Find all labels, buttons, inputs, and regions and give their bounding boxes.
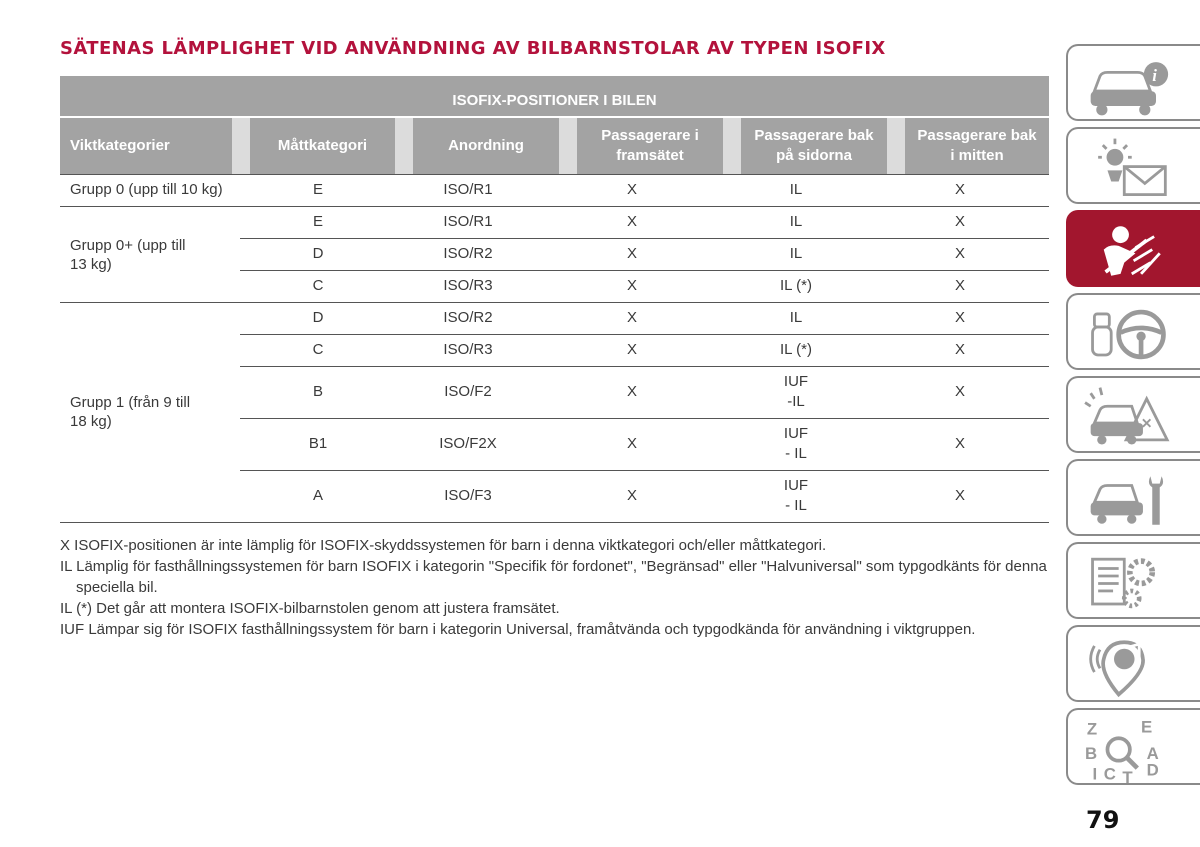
svg-text:i: i	[1152, 65, 1157, 85]
cell-anordning: ISO/F2X	[439, 435, 497, 452]
svg-text:A: A	[1146, 743, 1159, 763]
header-label: Viktkategorier	[70, 137, 170, 154]
cell-front: X	[626, 487, 637, 504]
table-row	[60, 418, 1049, 470]
cell-rear-middle: X	[954, 277, 965, 294]
table-header-row	[60, 116, 1049, 174]
cell-rear-middle: X	[954, 309, 965, 326]
note-x: X ISOFIX-positionen är inte lämplig för ISOFIX-skyddssystemen för barn i denna viktkategori och/eller måttkategori.	[60, 537, 827, 554]
group-label: Grupp 0+ (upp till 13 kg)	[70, 237, 186, 273]
header-divider	[559, 118, 577, 174]
group-label: Grupp 0 (upp till 10 kg)	[70, 181, 223, 198]
chapter-tab-car-breakdown[interactable]	[1066, 376, 1200, 453]
table-rule	[60, 206, 1049, 207]
cell-front: X	[626, 245, 637, 262]
table-rule	[240, 334, 1049, 335]
cell-rear-sides: IL	[789, 245, 803, 262]
cell-rear-middle: X	[954, 383, 965, 400]
cell-anordning: ISO/R1	[443, 181, 493, 198]
page-number: 79	[1086, 806, 1120, 834]
table-body	[60, 174, 1049, 524]
header-label: Anordning	[448, 137, 524, 154]
cell-mattkategori: C	[312, 341, 324, 358]
note-iuf: IUF Lämpar sig för ISOFIX fasthållningssystem för barn i kategorin Universal, framåtvända och typgodkända för användning i viktgruppen.	[60, 621, 976, 638]
chapter-tab-car-info[interactable]	[1066, 44, 1200, 121]
header-divider	[232, 118, 250, 174]
cell-rear-middle: X	[954, 435, 965, 452]
cell-anordning: ISO/R2	[443, 309, 493, 326]
multimedia-icon	[1078, 631, 1178, 701]
table-rule	[240, 238, 1049, 239]
cell-mattkategori: B	[312, 383, 323, 400]
cell-mattkategori: E	[312, 213, 323, 230]
table-row	[60, 206, 1049, 238]
header-divider	[723, 118, 741, 174]
header-anordning	[413, 118, 559, 174]
cell-mattkategori: A	[312, 487, 323, 504]
chapter-tab-key-steering-wheel[interactable]	[1066, 293, 1200, 370]
page-title: SÄTENAS LÄMPLIGHET VID ANVÄNDNING AV BILBARNSTOLAR AV TYPEN ISOFIX	[60, 38, 886, 59]
table-row	[60, 366, 1049, 418]
cell-rear-middle: X	[954, 181, 965, 198]
cell-rear-sides: IL (*)	[780, 341, 812, 358]
chapter-tab-technical-data[interactable]	[1066, 542, 1200, 619]
car-info-icon	[1078, 50, 1178, 120]
header-front-passenger	[577, 118, 723, 174]
header-divider	[395, 118, 413, 174]
cell-mattkategori: E	[312, 181, 323, 198]
cell-front: X	[626, 309, 637, 326]
car-breakdown-icon	[1078, 382, 1178, 452]
chapter-tab-car-maintenance[interactable]	[1066, 459, 1200, 536]
group-label: Grupp 1 (från 9 till 18 kg)	[70, 394, 191, 430]
cell-mattkategori: D	[312, 309, 324, 326]
key-steering-wheel-icon	[1078, 299, 1178, 369]
svg-text:T: T	[1122, 768, 1133, 784]
cell-mattkategori: D	[312, 245, 324, 262]
cell-rear-middle: X	[954, 245, 965, 262]
chapter-tab-multimedia[interactable]	[1066, 625, 1200, 702]
cell-rear-sides: IL	[789, 213, 803, 230]
header-viktkategorier	[60, 118, 232, 174]
seatbelt-airbag-icon	[1078, 216, 1178, 286]
cell-front: X	[626, 435, 637, 452]
table-rule	[60, 174, 1049, 175]
technical-data-icon	[1078, 548, 1178, 618]
cell-rear-middle: X	[954, 487, 965, 504]
cell-rear-sides: IUF - IL	[783, 425, 809, 462]
cell-mattkategori: B1	[308, 435, 328, 452]
cell-anordning: ISO/R3	[443, 341, 493, 358]
cell-front: X	[626, 213, 637, 230]
chapter-tab-seatbelt-airbag[interactable]	[1066, 210, 1200, 287]
note-il: IL Lämplig för fasthållningssystemen för barn ISOFIX i kategorin "Specifik för fordonet", "Begränsad" eller "Halvuniversal" som typgodkänts för denna speciella bil.	[60, 558, 1047, 596]
chapter-tab-warning-lights-message[interactable]	[1066, 127, 1200, 204]
cell-front: X	[626, 277, 637, 294]
cell-anordning: ISO/R2	[443, 245, 493, 262]
cell-rear-sides: IUF -IL	[783, 373, 809, 410]
cell-rear-sides: IL (*)	[780, 277, 812, 294]
cell-anordning: ISO/R3	[443, 277, 493, 294]
header-divider	[887, 118, 905, 174]
table-rule	[60, 522, 1049, 523]
table-rule	[240, 270, 1049, 271]
alphabetical-index-icon	[1078, 714, 1178, 784]
table-rule	[240, 418, 1049, 419]
table-row	[60, 302, 1049, 334]
isofix-table	[60, 76, 1049, 524]
cell-front: X	[626, 383, 637, 400]
svg-text:C: C	[1103, 764, 1116, 784]
cell-mattkategori: C	[312, 277, 324, 294]
car-maintenance-icon	[1078, 465, 1178, 535]
header-mattkategori	[250, 118, 395, 174]
cell-front: X	[626, 181, 637, 198]
svg-text:I: I	[1092, 764, 1098, 784]
table-row	[60, 270, 1049, 302]
chapter-tab-alphabetical-index[interactable]	[1066, 708, 1200, 785]
note-il-star: IL (*) Det går att montera ISOFIX-bilbarnstolen genom att justera framsätet.	[60, 600, 560, 617]
header-rear-sides	[741, 118, 887, 174]
svg-text:D: D	[1146, 760, 1159, 780]
svg-text:B: B	[1085, 743, 1098, 763]
cell-anordning: ISO/R1	[443, 213, 493, 230]
table-row	[60, 470, 1049, 522]
table-row	[60, 238, 1049, 270]
warning-lights-message-icon	[1078, 133, 1178, 203]
table-super-header: ISOFIX-POSITIONER I BILEN	[60, 76, 1049, 116]
table-row	[60, 334, 1049, 366]
cell-anordning: ISO/F3	[444, 487, 492, 504]
svg-text:E: E	[1141, 717, 1153, 737]
header-label: Passagerare bak på sidorna	[754, 127, 874, 164]
svg-text:Z: Z	[1086, 719, 1098, 739]
header-label: Passagerare i framsätet	[601, 127, 699, 164]
cell-rear-middle: X	[954, 341, 965, 358]
table-rule	[240, 470, 1049, 471]
header-rear-middle	[905, 118, 1049, 174]
cell-front: X	[626, 341, 637, 358]
header-label: Passagerare bak i mitten	[917, 127, 1037, 164]
cell-rear-sides: IL	[789, 181, 803, 198]
legend-notes	[60, 535, 1050, 640]
cell-anordning: ISO/F2	[444, 383, 492, 400]
cell-rear-sides: IUF - IL	[783, 477, 809, 514]
table-rule	[240, 366, 1049, 367]
cell-rear-sides: IL	[789, 309, 803, 326]
table-rule	[60, 302, 1049, 303]
header-label: Måttkategori	[277, 137, 368, 154]
cell-rear-middle: X	[954, 213, 965, 230]
